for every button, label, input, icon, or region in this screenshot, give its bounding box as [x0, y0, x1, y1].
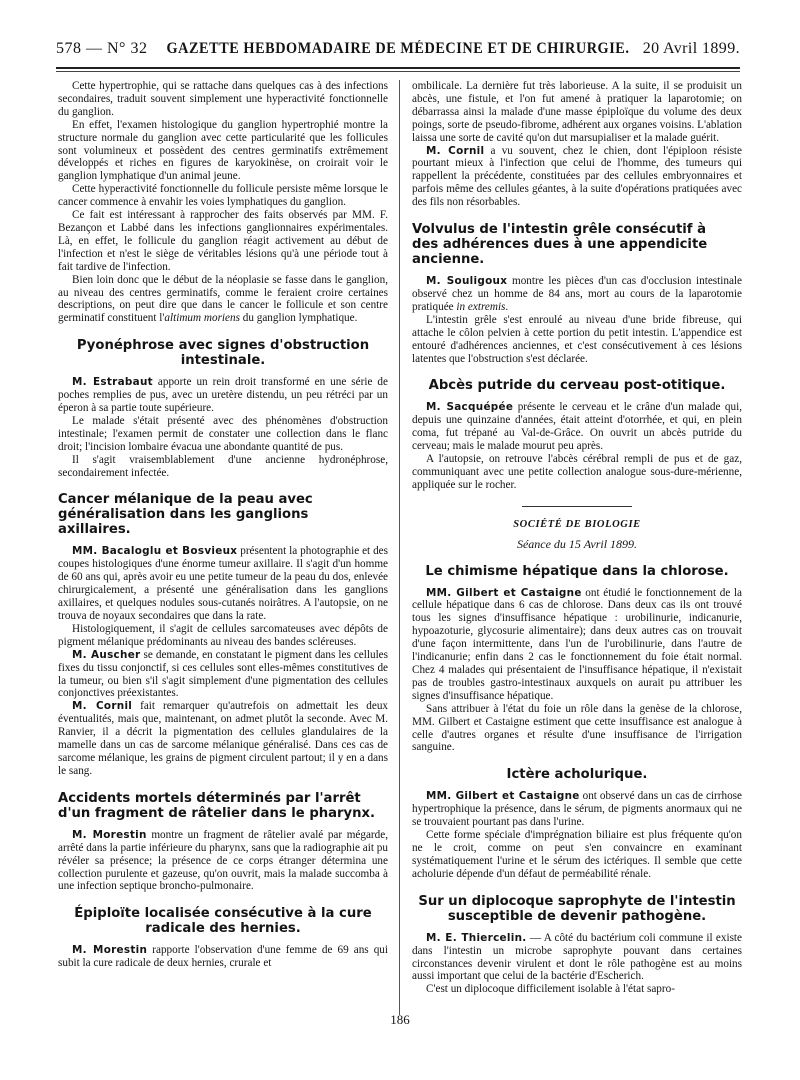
left-column: [58, 80, 388, 970]
paragraph: Le malade s'était présenté avec des phénomènes d'obstruction intestinale; l'examen permit de constater une collection dans le flanc droit; l'incision lombaire évacua une abondante quantité de pus.: [58, 414, 388, 453]
italic-term: in extremis: [456, 300, 506, 313]
section-heading: Ictère acholurique.: [506, 767, 648, 783]
section-heading: Pyonéphrose avec signes d'obstruction intestinale.: [76, 338, 370, 369]
author-name: MM. Gilbert et Castaigne: [426, 586, 582, 599]
society-heading: SOCIÉTÉ DE BIOLOGIE: [513, 518, 641, 530]
text-run: a vu souvent, chez le chien, dont l'épiploon résiste pourtant mieux à l'infection que celui de l'homme, des tumeurs qui rappellent la précédente, constituées par des cellules embryonnaires et parfois même des cellules géantes, à la suite d'opérations pratiquées avec des fils non résorbables.: [412, 144, 742, 209]
paragraph: [58, 545, 388, 622]
section-heading: Épiploïte localisée consécutive à la cure radicale des hernies.: [74, 906, 372, 937]
text-run: présente le cerveau et le crâne d'un malade qui, depuis une quinzaine d'années, était atteint d'otorrhée, et qui, en plein coma, fut trépané au Val-de-Grâce. On ouvrit un abcès putride du cerveau; mais le malade mourut peu après.: [412, 401, 742, 453]
paragraph: Histologiquement, il s'agit de cellules sarcomateuses avec dépôts de pigment mélanique prédominants au niveau des bandes scléreuses.: [58, 622, 388, 648]
page-folio: 186: [390, 1012, 410, 1027]
paragraph: [58, 376, 388, 415]
page-number-issue: 578 — N° 32: [56, 40, 148, 57]
column-divider: [399, 80, 400, 1015]
paragraph: [58, 700, 388, 777]
paragraph: [412, 275, 742, 314]
paragraph: Cette hypertrophie, qui se rattache dans quelques cas à des infections secondaires, traduit souvent simplement une hyperactivité fonctionnelle du ganglion.: [58, 80, 388, 118]
section-separator: [522, 506, 632, 507]
paragraph: A l'autopsie, on retrouve l'abcès cérébral rempli de pus et de gaz, communiquant avec une petite collection analogue sous-dure-mérienne, appliquée sur le rocher.: [412, 453, 742, 491]
running-header: [56, 40, 740, 68]
text-run: se demande, en constatant le pigment dans les cellules fixes du tissu conjonctif, si ces cellules sont elles-mêmes constitutives de la tumeur, ou bien s'il s'agit simplement d'une pigmentation des cellules conjonctives préexistantes.: [58, 648, 388, 700]
paragraph: [58, 274, 388, 326]
author-name: M. Estrabaut: [72, 376, 153, 389]
paragraph: C'est un diplocoque difficilement isolable à l'état sapro-: [426, 983, 675, 996]
header-rule-thin: [56, 71, 740, 72]
text-run: du ganglion lymphatique.: [239, 312, 358, 325]
text-run: apporte un rein droit transformé en une série de poches remplies de pus, avec un uretère distendu, un peu rétréci par un éperon à sa partie toute supérieure.: [58, 376, 388, 415]
author-name: MM. Bacaloglu et Bosvieux: [72, 545, 238, 558]
author-name: M. Sacquépée: [426, 401, 514, 414]
author-name: M. Souligoux: [426, 275, 508, 288]
section-heading: Volvulus de l'intestin grêle consécutif à des adhérences dues à une appendicite ancienne.: [412, 222, 708, 268]
author-name: M. E. Thiercelin.: [426, 931, 527, 944]
section-heading: Le chimisme hépatique dans la chlorose.: [425, 563, 729, 579]
text-run: montre un fragment de râtelier avalé par mégarde, arrêté dans la partie inférieure du pharynx, sans que la radiographie ait pu révéler sa présence; la présence de ce corps étranger détermina une collection purulente et gazeuse, qu'on ouvrit, mais la malade succomba à une infection septique broncho-pulmonaire.: [58, 828, 388, 893]
author-name: M. Morestin: [72, 944, 148, 957]
author-name: M. Morestin: [72, 828, 147, 841]
author-name: MM. Gilbert et Castaigne: [426, 790, 580, 803]
paragraph: Il s'agit vraisemblablement d'une ancienne hydronéphrose, secondairement infectée.: [58, 453, 388, 479]
right-column: [412, 80, 742, 996]
text-run: Bien loin donc que le début de la néoplasie se fasse dans le ganglion, au niveau des centres germinatifs, comme le feraient croire certaines descriptions, on peut dire que dans le cancer le follicule et son centre germinatif constituent l': [58, 273, 388, 325]
text-run: fait remarquer qu'autrefois on admettait les deux éventualités, mais que, maintenant, on admet plutôt la seconde. Avec M. Ranvier, il a décrit la pigmentation des cellules glandulaires de la mamelle dans un cas de sarcome mélanique généralisé. Dans ces cas de sarcome mélanique, les grains de pigment circulent partout; il y en a dans le sang.: [58, 700, 389, 777]
header-rule: [56, 67, 740, 69]
paragraph: [412, 587, 742, 703]
paragraph: Cette hyperactivité fonctionnelle du follicule persiste même lorsque le cancer commence à envahir les voies lymphatiques du ganglion.: [58, 183, 388, 209]
italic-term: altimum moriens: [164, 312, 240, 325]
section-heading: Cancer mélanique de la peau avec généralisation dans les ganglions axillaires.: [58, 492, 313, 538]
section-heading: Sur un diplocoque saprophyte de l'intestin susceptible de devenir pathogène.: [418, 893, 736, 924]
journal-title: GAZETTE HEBDOMADAIRE DE MÉDECINE ET DE CHIRURGIE.: [166, 40, 630, 57]
paragraph: ombilicale. La dernière fut très laborieuse. A la suite, il se produisit un abcès, une fistule, et l'on fut amené à pratiquer la laparotomie; on débarrassa ainsi la malade d'une masse épiploïque du volume des deux poings, sorte de pseudo-fibrome, adhérent aux organes voisins. L'ablation laissa une sorte de cavité qu'on dut marsupialiser et la malade guérit.: [412, 80, 742, 144]
paragraph: En effet, l'examen histologique du ganglion hypertrophié montre la structure normale du ganglion avec cette particularité que les follicules sont volumineux et possèdent des centres germinatifs extrêmement développés et riches en figures de karyokinèse, on croirait voir le ganglion lymphatique d'un animal jeune.: [58, 118, 388, 183]
paragraph: Cette forme spéciale d'imprégnation biliaire est plus fréquente qu'on ne le croit, comme on peut s'en convaincre en examinant systématiquement l'urine et le sérum des ictériques. Il semble que cette acholurie dépende d'un défaut de perméabilité rénale.: [412, 829, 742, 880]
paragraph: [58, 944, 388, 970]
paragraph: [412, 932, 742, 984]
text-run: présentent la photographie et des coupes histologiques d'une énorme tumeur axillaire. Il s'agit d'un homme de 60 ans qui, après avoir eu une petite tumeur de la peau du dos, enlevée chirurgicalement, a présenté une généralisation dans les ganglions axillaires, et quelques nodules sous-cutanés noirâtres. A l'autopsie, on ne trouva de noyaux secondaires que dans la rate.: [58, 545, 388, 622]
paragraph: [412, 790, 742, 829]
section-heading: Accidents mortels déterminés par l'arrêt d'un fragment de râtelier dans le pharynx.: [58, 790, 376, 821]
paragraph: [58, 829, 388, 894]
section-heading: Abcès putride du cerveau post-otitique.: [428, 378, 726, 394]
author-name: M. Cornil: [72, 700, 133, 713]
paragraph: Sans attribuer à l'état du foie un rôle dans la genèse de la chlorose, MM. Gilbert et Castaigne estiment que cette insuffisance est analogue à celle d'autres organes et résulte d'une insuffisance de l'irrigation sanguine.: [412, 702, 742, 754]
text-run: ont étudié le fonctionnement de la cellule hépatique dans 6 cas de chlorose. Dans deux cas ils ont trouvé tous les signes d'insuffisance hépatique : urobilinurie, indicanurie, hypoazoturie, glycosurie alimentaire); dans deux autres cas on trouvait d'une façon intermittente, dans l'un de l'urobilinurie, dans l'autre de l'indicanurie; enfin dans 2 cas le fonctionnement du foie était normal. Chez 4 malades qui présentaient de l'insuffisance hépatique, il n'existait pas de troubles gastro-intestinaux auxquels on aurait pu attribuer les signes d'insuffisance hépatique.: [412, 586, 742, 702]
text-run: — A côté du bactérium coli commune il existe dans l'intestin un microbe saprophyte pouvant dans certaines circonstances devenir virulent et dont le rôle pathogène est au moins aussi important que celui de la bactérie d'Escherich.: [412, 931, 742, 983]
author-name: M. Cornil: [426, 144, 485, 157]
paragraph: L'intestin grêle s'est enroulé au niveau d'une bride fibreuse, qui attache le côlon pelvien à cette portion du petit intestin. L'appendice est entouré d'adhérences anciennes, et c'est consécutivement à ces lésions latentes que l'obstruction s'est déclarée.: [412, 313, 742, 365]
text-run: montre les pièces d'un cas d'occlusion intestinale observé chez un homme de 84 ans, mort au cours de la laparotomie pratiquée: [412, 275, 742, 313]
text-run: ont observé dans un cas de cirrhose hypertrophique la présence, dans le sérum, de pigments anormaux qui ne se trouvaient pourtant pas dans l'urine.: [412, 790, 742, 829]
paragraph: Ce fait est intéressant à rapprocher des faits observés par MM. F. Bezançon et Labbé dans les infections ganglionnaires expérimentales. Là, en effet, le follicule du ganglion réagit activement au début de l'infection et n'est le siège de véritables lésions qu'à une période tout à fait tardive de l'infection.: [58, 209, 388, 273]
session-date: Séance du 15 Avril 1899.: [516, 536, 638, 551]
author-name: M. Auscher: [72, 648, 141, 661]
issue-date: 20 Avril 1899.: [642, 40, 740, 57]
paragraph: [412, 145, 742, 210]
text-run: .: [505, 300, 509, 313]
text-run: rapporte l'observation d'une femme de 69 ans qui subit la cure radicale de deux hernies, crurale et: [58, 944, 388, 970]
paragraph: [58, 649, 388, 701]
paragraph: [412, 401, 742, 453]
